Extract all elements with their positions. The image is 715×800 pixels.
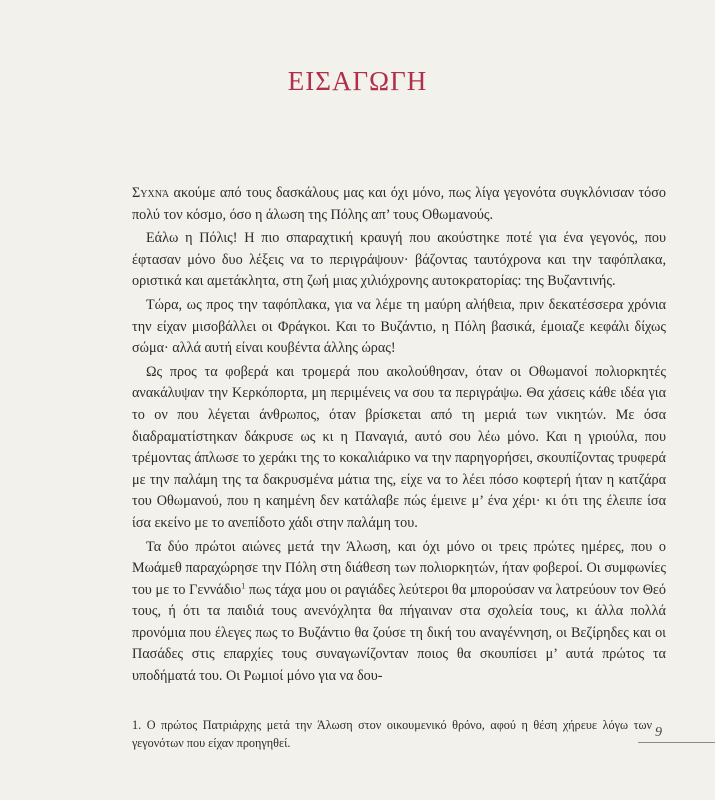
paragraph-5-text-a: Τα δύο πρώτοι αιώνες μετά την Άλωση, και όχι μόνο οι τρεις πρώτες ημέρες, που ο Μωάμεθ παραχώρησε την Πόλη στη διάθεση των πολιορκητών, ήταν φοβεροί. Οι συμφωνίες του με το Γεννάδιο [132,538,666,598]
footnote-ref[interactable]: 1 [241,580,246,590]
chapter-title: ΕΙΣΑΓΩΓΗ [287,66,428,96]
paragraph-4: Ως προς τα φοβερά και τρομερά που ακολούθησαν, όταν οι Οθωμανοί πολιορκητές ανακάλυψαν την Κερκόπορτα, μη περιμένεις να σου τα περιγράψω. Θα χάσεις κάθε ιδέα για το ον που λέγεται άνθρωπος, όταν βρίσκεται από τη μεριά των νικητών. Με όσα διαδραματίστηκαν δάκρυσε ως κι η Παναγιά, αυτό σου λέω μόνο. Και η γριούλα, που τρέμοντας άπλωσε το χεράκι της το κοκαλιάρικο να την παρηγορήσει, σκουπίζοντας τρυφερά με την παλάμη της τα δακρυσμένα μάτια της, είχε να το λέει πόσο κοφτερή ήταν η κατζάρα του Οθωμανού, που η καημένη δεν κατάλαβε πώς έμεινε μ’ ένα χέρι· κι ότι της έλειπε ίσα ίσα εκείνο με το ανεπίδοτο χάδι στην παλάμη του. [132,363,666,531]
paragraph-3: Τώρα, ως προς την ταφόπλακα, για να λέμε τη μαύρη αλήθεια, πριν δεκατέσσερα χρόνια την είχαν μισοβάλλει οι Φράγκοι. Και το Βυζάντιο, η Πόλη βασικά, έμοιαζε κεφάλι δίχως σώμα· αλλά αυτή είναι κουβέντα άλλης ώρας! [132,296,666,357]
paragraph-1-lead: Συχνά [132,185,170,201]
page-number-rule [638,742,715,743]
chapter-body [132,183,666,690]
paragraph-5-text-b: πως τάχα μου οι ραγιάδες λεύτεροι θα μπορούσαν να λατρεύουν τον Θεό τους, ή ότι τα παιδιά τους ανενόχλητα θα πήγαιναν στα σχολεία τους, κι άλλα πολλά προνόμια που έλεγες πως το Βυζάντιο θα ζούσε τη δική του αναγέννηση, οι Βεζίρηδες και οι Πασάδες στις επαρχίες τους συναγωνίζονταν ποιος θα σκουπίσει μ’ αυτά πρώτος τα υποδήματά του. Οι Ρωμιοί μόνο για να δου- [132,581,666,685]
paragraph-1 [132,183,666,226]
paragraph-2: Εάλω η Πόλις! Η πιο σπαραχτική κραυγή που ακούστηκε ποτέ για ένα γεγονός, που έφτασαν μόνο δυο λέξεις να το περιγράψουν· βάζοντας ταυτόχρονα και την ταφόπλακα, οριστικά και αμετάκλητα, στη ζωή μιας χιλιόχρονης αυτοκρατορίας: της Βυζαντινής. [132,230,666,290]
footnote: 1. Ο πρώτος Πατριάρχης μετά την Άλωση στον οικουμενικό θρόνο, αφού η θέση χήρευε λόγω των γεγονότων που είχαν προηγηθεί. [132,718,652,750]
paragraph-1-text: ακούμε από τους δασκάλους μας και όχι μόνο, πως λίγα γεγονότα συγκλόνισαν τόσο πολύ τον κόσμο, όσο η άλωση της Πόλης απ’ τους Οθωμανούς. [132,185,666,223]
paragraph-5 [132,537,666,688]
page-number: 9 [655,725,662,740]
